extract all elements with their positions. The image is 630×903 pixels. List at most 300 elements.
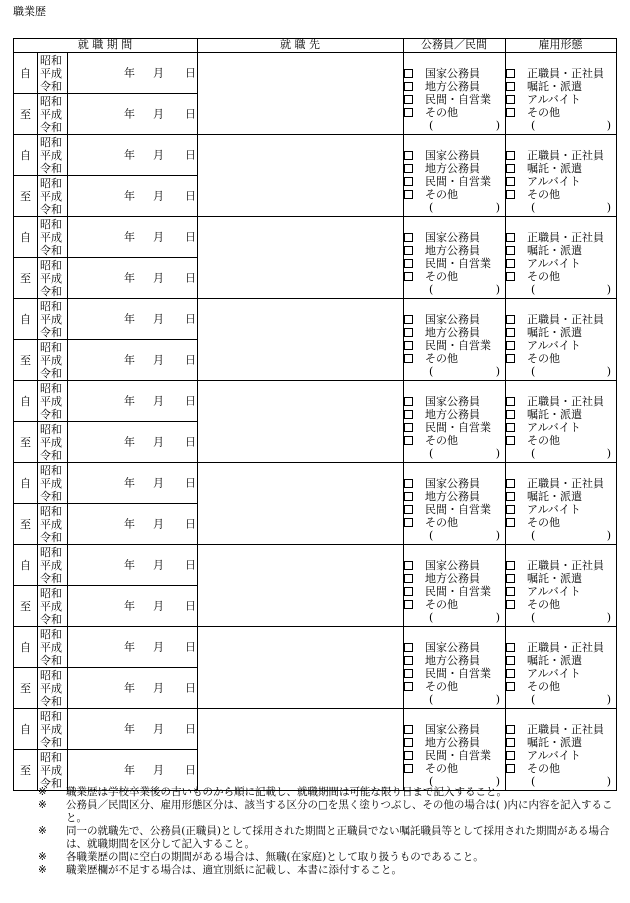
checkbox-icon[interactable] <box>404 561 413 570</box>
date-field[interactable] <box>68 504 198 545</box>
checkbox-icon[interactable] <box>506 354 515 363</box>
checkbox-icon[interactable] <box>404 69 413 78</box>
checkbox-icon[interactable] <box>506 95 515 104</box>
option-label: その他 <box>425 598 459 611</box>
header-period-label: 就 職 期 間 <box>77 38 133 51</box>
checkbox-icon[interactable] <box>404 164 413 173</box>
checkbox-icon[interactable] <box>506 233 515 242</box>
other-paren[interactable] <box>506 529 616 542</box>
era-options[interactable] <box>38 381 68 422</box>
date-field[interactable] <box>68 750 198 791</box>
checkbox-icon[interactable] <box>506 682 515 691</box>
option-row[interactable] <box>404 270 505 283</box>
option-row[interactable] <box>404 326 505 339</box>
checkbox-icon[interactable] <box>404 190 413 199</box>
era-label: 令和 <box>40 202 62 216</box>
option-label: 嘱託・派遣 <box>527 244 583 257</box>
checkbox-icon[interactable] <box>404 600 413 609</box>
paren-close: ) <box>495 529 501 542</box>
option-label: 嘱託・派遣 <box>527 162 583 175</box>
option-row[interactable] <box>404 503 505 516</box>
month-label: 月 <box>153 66 164 80</box>
year-label: 年 <box>124 271 135 285</box>
checkbox-icon[interactable] <box>506 272 515 281</box>
era-label: 平成 <box>40 189 62 203</box>
option-row[interactable] <box>404 149 505 162</box>
era-options[interactable] <box>38 750 68 791</box>
checkbox-icon[interactable] <box>404 656 413 665</box>
era-label: 令和 <box>40 653 62 667</box>
era-label: 平成 <box>40 148 62 162</box>
date-field[interactable] <box>68 135 198 176</box>
checkbox-icon[interactable] <box>506 108 515 117</box>
option-label: 正職員・正社員 <box>527 231 605 244</box>
era-label: 昭和 <box>40 750 62 764</box>
date-field[interactable] <box>68 217 198 258</box>
option-label: アルバイト <box>527 503 581 516</box>
option-label: 正職員・正社員 <box>527 313 605 326</box>
option-label: 地方公務員 <box>425 244 481 257</box>
sector-options <box>404 53 506 135</box>
option-row[interactable] <box>506 80 616 93</box>
option-label: アルバイト <box>527 93 581 106</box>
month-label: 月 <box>153 517 164 531</box>
option-row[interactable] <box>506 434 616 447</box>
note-mark: ※ <box>38 864 47 876</box>
paren-open: ( <box>531 447 536 460</box>
paren-close: ) <box>606 529 612 542</box>
sector-options <box>404 545 506 627</box>
option-row[interactable] <box>404 516 505 529</box>
date-field[interactable] <box>68 299 198 340</box>
other-paren[interactable] <box>404 365 505 378</box>
option-row[interactable] <box>506 490 616 503</box>
checkbox-icon[interactable] <box>404 669 413 678</box>
option-row[interactable] <box>404 188 505 201</box>
checkbox-icon[interactable] <box>404 272 413 281</box>
checkbox-icon[interactable] <box>404 315 413 324</box>
other-paren[interactable] <box>506 693 616 706</box>
other-paren[interactable] <box>506 365 616 378</box>
checkbox-icon[interactable] <box>506 423 515 432</box>
year-label: 年 <box>124 558 135 572</box>
checkbox-icon[interactable] <box>506 764 515 773</box>
checkbox-icon[interactable] <box>506 436 515 445</box>
employment-type-options <box>506 53 617 135</box>
employer-field[interactable] <box>198 217 404 299</box>
checkbox-icon[interactable] <box>506 328 515 337</box>
month-label: 月 <box>153 681 164 695</box>
option-row[interactable] <box>404 641 505 654</box>
option-row[interactable] <box>404 559 505 572</box>
year-label: 年 <box>124 435 135 449</box>
checkbox-icon[interactable] <box>404 492 413 501</box>
option-row[interactable] <box>506 326 616 339</box>
era-options[interactable] <box>38 135 68 176</box>
year-label: 年 <box>124 763 135 777</box>
checkbox-icon[interactable] <box>506 341 515 350</box>
option-label: 国家公務員 <box>425 67 481 80</box>
era-label: 令和 <box>40 612 62 626</box>
checkbox-icon[interactable] <box>404 738 413 747</box>
era-label: 令和 <box>40 448 62 462</box>
entry-from-row <box>14 463 617 504</box>
other-paren[interactable] <box>506 283 616 296</box>
checkbox-icon[interactable] <box>404 259 413 268</box>
option-row[interactable] <box>404 585 505 598</box>
other-paren[interactable] <box>506 119 616 132</box>
option-label: 正職員・正社員 <box>527 149 605 162</box>
date-field[interactable] <box>68 381 198 422</box>
checkbox-icon[interactable] <box>506 561 515 570</box>
option-row[interactable] <box>506 723 616 736</box>
option-row[interactable] <box>506 641 616 654</box>
option-row[interactable] <box>404 257 505 270</box>
option-label: その他 <box>425 680 459 693</box>
era-options[interactable] <box>38 53 68 94</box>
option-row[interactable] <box>506 680 616 693</box>
option-row[interactable] <box>506 352 616 365</box>
employer-field[interactable] <box>198 463 404 545</box>
sector-options <box>404 381 506 463</box>
paren-close: ) <box>495 775 501 788</box>
option-row[interactable] <box>506 313 616 326</box>
option-label: 正職員・正社員 <box>527 67 605 80</box>
employer-field[interactable] <box>198 709 404 791</box>
option-row[interactable] <box>506 572 616 585</box>
option-label: 地方公務員 <box>425 408 481 421</box>
option-row[interactable] <box>506 503 616 516</box>
option-row[interactable] <box>404 339 505 352</box>
option-row[interactable] <box>404 572 505 585</box>
checkbox-icon[interactable] <box>404 328 413 337</box>
other-paren[interactable] <box>404 201 505 214</box>
entry-from-row <box>14 135 617 176</box>
other-paren[interactable] <box>404 447 505 460</box>
checkbox-icon[interactable] <box>506 315 515 324</box>
option-row[interactable] <box>404 106 505 119</box>
other-paren[interactable] <box>404 693 505 706</box>
era-label: 令和 <box>40 161 62 175</box>
era-label: 令和 <box>40 735 62 749</box>
option-row[interactable] <box>506 93 616 106</box>
date-field[interactable] <box>68 463 198 504</box>
checkbox-icon[interactable] <box>404 574 413 583</box>
checkbox-icon[interactable] <box>506 492 515 501</box>
checkbox-icon[interactable] <box>506 151 515 160</box>
era-label: 昭和 <box>40 504 62 518</box>
checkbox-icon[interactable] <box>404 410 413 419</box>
option-row[interactable] <box>404 408 505 421</box>
checkbox-icon[interactable] <box>404 108 413 117</box>
checkbox-icon[interactable] <box>404 436 413 445</box>
option-row[interactable] <box>506 149 616 162</box>
date-field[interactable] <box>68 586 198 627</box>
employment-type-options <box>506 627 617 709</box>
other-paren[interactable] <box>404 119 505 132</box>
option-row[interactable] <box>404 654 505 667</box>
checkbox-icon[interactable] <box>404 764 413 773</box>
option-row[interactable] <box>506 106 616 119</box>
option-row[interactable] <box>506 598 616 611</box>
checkbox-icon[interactable] <box>506 505 515 514</box>
option-label: 地方公務員 <box>425 326 481 339</box>
other-paren[interactable] <box>404 529 505 542</box>
date-field[interactable] <box>68 545 198 586</box>
option-row[interactable] <box>506 559 616 572</box>
checkbox-icon[interactable] <box>404 682 413 691</box>
date-field[interactable] <box>68 340 198 381</box>
era-options[interactable] <box>38 217 68 258</box>
checkbox-icon[interactable] <box>506 479 515 488</box>
other-paren[interactable] <box>404 611 505 624</box>
option-row[interactable] <box>404 477 505 490</box>
era-options[interactable] <box>38 545 68 586</box>
era-options[interactable] <box>38 258 68 299</box>
option-row[interactable] <box>404 352 505 365</box>
era-options[interactable] <box>38 504 68 545</box>
option-label: 地方公務員 <box>425 490 481 503</box>
paren-open: ( <box>531 201 536 214</box>
option-row[interactable] <box>506 408 616 421</box>
option-label: 国家公務員 <box>425 723 481 736</box>
era-options[interactable] <box>38 586 68 627</box>
date-field[interactable] <box>68 53 198 94</box>
year-label: 年 <box>124 476 135 490</box>
option-row[interactable] <box>506 67 616 80</box>
era-label: 平成 <box>40 681 62 695</box>
option-row[interactable] <box>404 313 505 326</box>
checkbox-icon[interactable] <box>506 656 515 665</box>
employer-field[interactable] <box>198 545 404 627</box>
checkbox-icon[interactable] <box>506 246 515 255</box>
checkbox-icon[interactable] <box>404 354 413 363</box>
checkbox-icon[interactable] <box>404 151 413 160</box>
checkbox-icon[interactable] <box>506 518 515 527</box>
checkbox-icon[interactable] <box>506 397 515 406</box>
month-label: 月 <box>153 640 164 654</box>
era-options[interactable] <box>38 627 68 668</box>
paren-open: ( <box>429 693 434 706</box>
option-label: 国家公務員 <box>425 559 481 572</box>
era-options[interactable] <box>38 422 68 463</box>
checkbox-icon[interactable] <box>506 725 515 734</box>
sector-options <box>404 299 506 381</box>
paren-close: ) <box>495 693 501 706</box>
date-field[interactable] <box>68 668 198 709</box>
option-row[interactable] <box>506 736 616 749</box>
option-row[interactable] <box>506 244 616 257</box>
option-row[interactable] <box>404 490 505 503</box>
option-row[interactable] <box>404 244 505 257</box>
option-row[interactable] <box>404 231 505 244</box>
checkbox-icon[interactable] <box>404 505 413 514</box>
note-mark: ※ <box>38 786 47 798</box>
from-label: 自 <box>14 545 38 586</box>
other-paren[interactable] <box>506 447 616 460</box>
option-label: 嘱託・派遣 <box>527 490 583 503</box>
option-label: その他 <box>527 680 561 693</box>
option-row[interactable] <box>506 162 616 175</box>
option-row[interactable] <box>404 667 505 680</box>
date-field[interactable] <box>68 258 198 299</box>
option-row[interactable] <box>404 175 505 188</box>
form-title: 職業歴 <box>13 5 46 18</box>
checkbox-icon[interactable] <box>506 574 515 583</box>
employment-type-options <box>506 463 617 545</box>
option-label: 正職員・正社員 <box>527 641 605 654</box>
checkbox-icon[interactable] <box>506 738 515 747</box>
era-options[interactable] <box>38 176 68 217</box>
employment-type-options <box>506 709 617 791</box>
date-field[interactable] <box>68 709 198 750</box>
checkbox-icon[interactable] <box>506 751 515 760</box>
option-row[interactable] <box>506 516 616 529</box>
entry-from-row <box>14 217 617 258</box>
option-row[interactable] <box>404 162 505 175</box>
option-row[interactable] <box>404 749 505 762</box>
option-row[interactable] <box>404 434 505 447</box>
other-paren[interactable] <box>506 611 616 624</box>
checkbox-icon[interactable] <box>506 190 515 199</box>
era-options[interactable] <box>38 299 68 340</box>
era-options[interactable] <box>38 709 68 750</box>
option-row[interactable] <box>506 667 616 680</box>
era-options[interactable] <box>38 463 68 504</box>
checkbox-icon[interactable] <box>506 69 515 78</box>
era-label: 令和 <box>40 120 62 134</box>
era-label: 平成 <box>40 230 62 244</box>
to-label: 至 <box>14 750 38 791</box>
option-row[interactable] <box>506 585 616 598</box>
option-row[interactable] <box>506 477 616 490</box>
month-label: 月 <box>153 763 164 777</box>
option-row[interactable] <box>506 257 616 270</box>
option-row[interactable] <box>506 749 616 762</box>
checkbox-icon[interactable] <box>506 177 515 186</box>
option-row[interactable] <box>404 723 505 736</box>
option-row[interactable] <box>506 339 616 352</box>
option-row[interactable] <box>506 231 616 244</box>
option-row[interactable] <box>404 80 505 93</box>
checkbox-icon[interactable] <box>404 246 413 255</box>
other-paren[interactable] <box>404 283 505 296</box>
checkbox-icon[interactable] <box>404 518 413 527</box>
date-field[interactable] <box>68 94 198 135</box>
era-label: 平成 <box>40 353 62 367</box>
option-row[interactable] <box>506 421 616 434</box>
date-field[interactable] <box>68 176 198 217</box>
employer-field[interactable] <box>198 381 404 463</box>
note-item <box>38 786 618 799</box>
option-label: 正職員・正社員 <box>527 559 605 572</box>
employer-field[interactable] <box>198 135 404 217</box>
year-label: 年 <box>124 640 135 654</box>
date-field[interactable] <box>68 627 198 668</box>
checkbox-icon[interactable] <box>404 643 413 652</box>
option-label: その他 <box>527 352 561 365</box>
option-label: 民間・自営業 <box>425 667 492 680</box>
paren-open: ( <box>429 365 434 378</box>
option-label: その他 <box>527 516 561 529</box>
checkbox-icon[interactable] <box>506 82 515 91</box>
note-mark: ※ <box>38 799 47 811</box>
entry-from-row <box>14 299 617 340</box>
checkbox-icon[interactable] <box>404 341 413 350</box>
note-item <box>38 864 618 877</box>
era-options[interactable] <box>38 94 68 135</box>
option-row[interactable] <box>506 654 616 667</box>
checkbox-icon[interactable] <box>506 643 515 652</box>
option-row[interactable] <box>506 188 616 201</box>
day-label: 日 <box>185 312 196 326</box>
checkbox-icon[interactable] <box>404 233 413 242</box>
checkbox-icon[interactable] <box>404 423 413 432</box>
option-label: その他 <box>527 598 561 611</box>
checkbox-icon[interactable] <box>404 587 413 596</box>
checkbox-icon[interactable] <box>404 82 413 91</box>
checkbox-icon[interactable] <box>506 164 515 173</box>
era-options[interactable] <box>38 668 68 709</box>
option-row[interactable] <box>506 175 616 188</box>
other-paren[interactable] <box>506 201 616 214</box>
month-label: 月 <box>153 148 164 162</box>
option-label: 正職員・正社員 <box>527 477 605 490</box>
checkbox-icon[interactable] <box>506 259 515 268</box>
header-employer-label: 就 職 先 <box>280 38 320 51</box>
option-row[interactable] <box>506 395 616 408</box>
employer-field[interactable] <box>198 299 404 381</box>
option-label: その他 <box>527 106 561 119</box>
option-row[interactable] <box>404 762 505 775</box>
option-row[interactable] <box>404 680 505 693</box>
era-options[interactable] <box>38 340 68 381</box>
checkbox-icon[interactable] <box>404 95 413 104</box>
month-label: 月 <box>153 476 164 490</box>
checkbox-icon[interactable] <box>404 177 413 186</box>
era-label: 平成 <box>40 722 62 736</box>
checkbox-icon[interactable] <box>404 397 413 406</box>
option-row[interactable] <box>404 598 505 611</box>
day-label: 日 <box>185 394 196 408</box>
option-row[interactable] <box>404 395 505 408</box>
to-label: 至 <box>14 258 38 299</box>
checkbox-icon[interactable] <box>506 669 515 678</box>
option-row[interactable] <box>404 93 505 106</box>
note-text: 職業歴は学校卒業後の古いものから順に記載し、就職期間は可能な限り日まで記入すること。 <box>66 786 507 798</box>
checkbox-icon[interactable] <box>506 587 515 596</box>
date-field[interactable] <box>68 422 198 463</box>
option-row[interactable] <box>404 736 505 749</box>
option-row[interactable] <box>404 421 505 434</box>
checkbox-icon[interactable] <box>404 725 413 734</box>
option-label: アルバイト <box>527 585 581 598</box>
era-label: 昭和 <box>40 422 62 436</box>
employer-field[interactable] <box>198 53 404 135</box>
option-label: 正職員・正社員 <box>527 395 605 408</box>
day-label: 日 <box>185 189 196 203</box>
employer-field[interactable] <box>198 627 404 709</box>
checkbox-icon[interactable] <box>506 410 515 419</box>
month-label: 月 <box>153 394 164 408</box>
option-row[interactable] <box>506 270 616 283</box>
option-row[interactable] <box>506 762 616 775</box>
option-row[interactable] <box>404 67 505 80</box>
month-label: 月 <box>153 107 164 121</box>
checkbox-icon[interactable] <box>404 751 413 760</box>
checkbox-icon[interactable] <box>404 479 413 488</box>
checkbox-icon[interactable] <box>506 600 515 609</box>
